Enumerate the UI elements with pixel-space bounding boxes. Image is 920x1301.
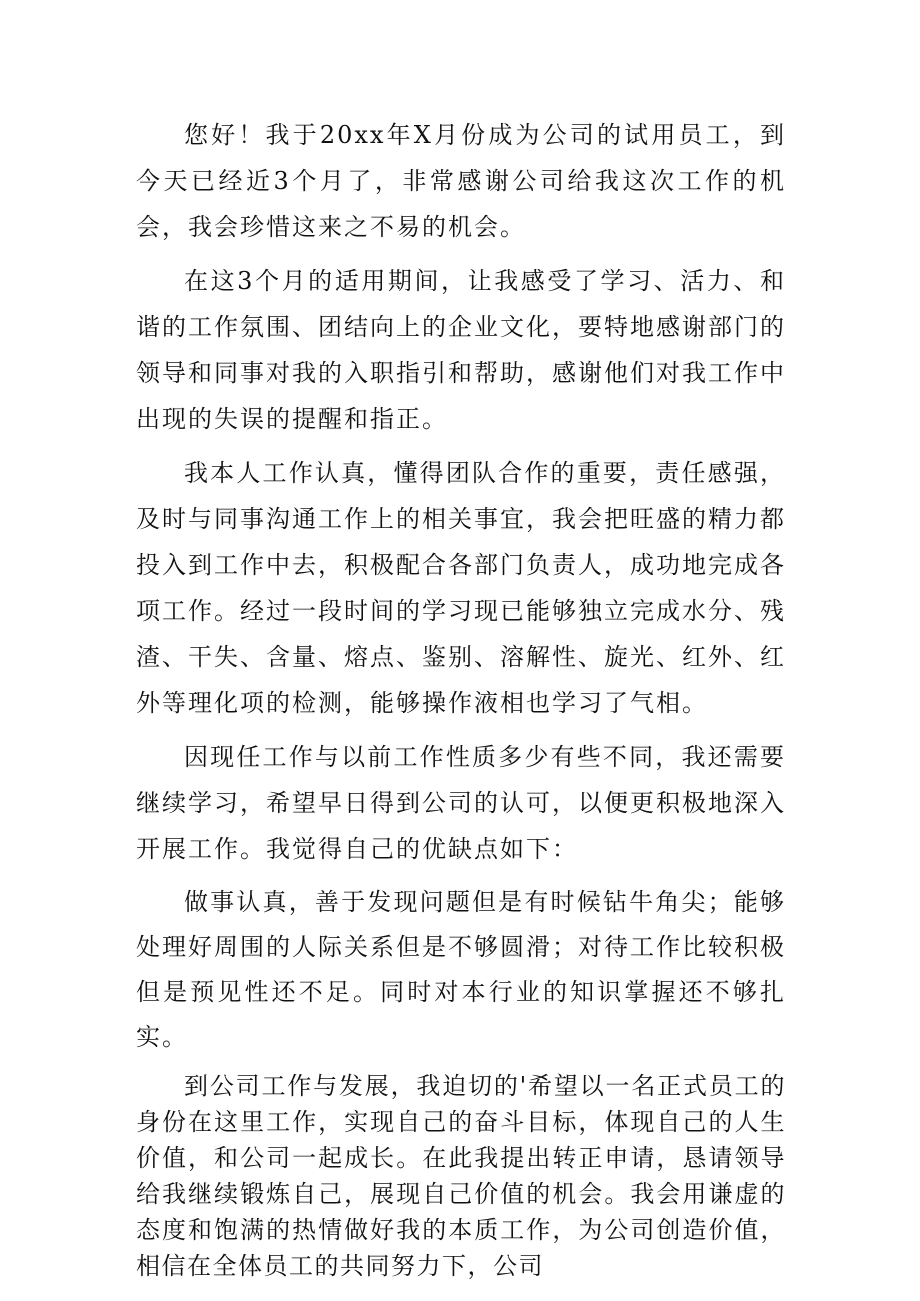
paragraph-work-performance: 我本人工作认真，懂得团队合作的重要，责任感强，及时与同事沟通工作上的相关事宜，我会把旺盛的精力都投入到工作中去，积极配合各部门负责人，成功地完成各项工作。经过一段时间的学习现已能够独立完成水分、残渣、干失、含量、熔点、鉴别、溶解性、旋光、红外、红外等理化项的检测，能够操作液相也学习了气相。 (136, 459, 786, 717)
paragraph-continued-learning: 因现任工作与以前工作性质多少有些不同，我还需要继续学习，希望早日得到公司的认可，以便更积极地深入开展工作。我觉得自己的优缺点如下： (136, 743, 786, 863)
paragraph-strengths-weaknesses: 做事认真，善于发现问题但是有时候钻牛角尖；能够处理好周围的人际关系但是不够圆滑；对待工作比较积极但是预见性还不足。同时对本行业的知识掌握还不够扎实。 (136, 888, 786, 1051)
document-body (136, 112, 786, 1284)
paragraph-regularization-request: 到公司工作与发展，我迫切的'希望以一名正式员工的身份在这里工作，实现自己的奋斗目标，体现自己的人生价值，和公司一起成长。在此我提出转正申请，恳请领导给我继续锻炼自己，展现自己价值的机会。我会用谦虚的态度和饱满的热情做好我的本质工作，为公司创造价值，相信在全体员工的共同努力下，公司 (136, 1072, 786, 1280)
paragraph-greeting: 您好！我于20xx年X月份成为公司的试用员工，到今天已经近3个月了，非常感谢公司给我这次工作的机会，我会珍惜这来之不易的机会。 (136, 121, 786, 241)
paragraph-probation-experience: 在这3个月的适用期间，让我感受了学习、活力、和谐的工作氛围、团结向上的企业文化，要特地感谢部门的领导和同事对我的入职指引和帮助，感谢他们对我工作中出现的失误的提醒和指正。 (136, 267, 786, 433)
